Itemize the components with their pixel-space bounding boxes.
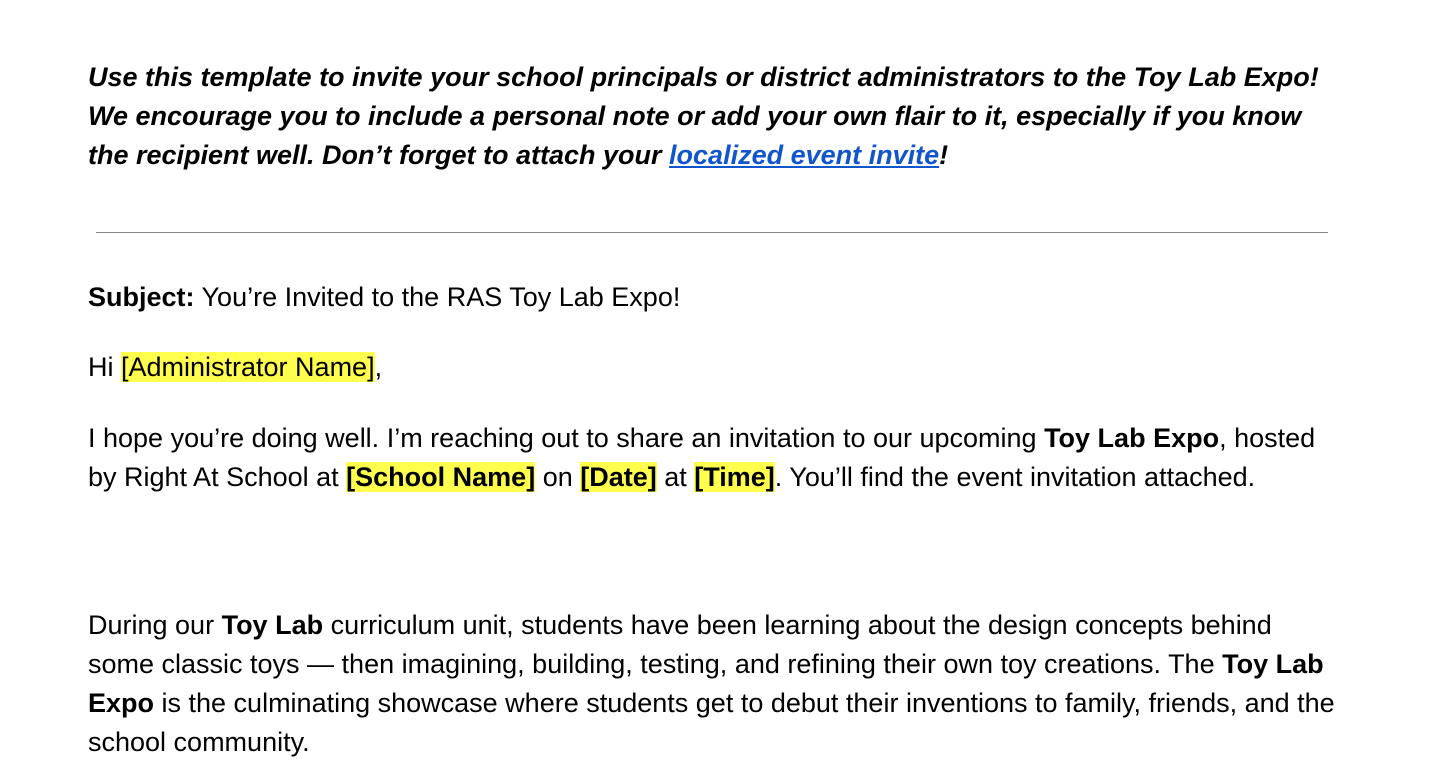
body1-text-4: at bbox=[656, 462, 695, 492]
greeting-prefix: Hi bbox=[88, 352, 121, 382]
invitation-paragraph bbox=[88, 419, 1338, 497]
body1-text-5: . You’ll find the event invitation attached. bbox=[774, 462, 1256, 492]
body2-text-3: is the culminating showcase where students get to debut their inventions to family, friends, and the school community. bbox=[88, 688, 1335, 757]
document-page bbox=[88, 58, 1348, 757]
toy-lab-expo-bold: Toy Lab Expo bbox=[1044, 423, 1220, 453]
body2-text-2: curriculum unit, students have been learning about the design concepts behind some classic toys — then imagining, building, testing, and refining their own toy creations. The bbox=[88, 610, 1272, 679]
localized-event-invite-link[interactable]: localized event invite bbox=[669, 140, 940, 170]
administrator-name-placeholder: [Administrator Name] bbox=[121, 352, 375, 382]
greeting-suffix: , bbox=[374, 352, 383, 382]
date-placeholder: [Date] bbox=[580, 462, 657, 492]
intro-end: ! bbox=[939, 140, 949, 170]
school-name-placeholder: [School Name] bbox=[346, 462, 536, 492]
template-instructions bbox=[88, 58, 1348, 175]
subject-text: You’re Invited to the RAS Toy Lab Expo! bbox=[194, 282, 681, 312]
body1-text-1: I hope you’re doing well. I’m reaching out to share an invitation to our upcoming bbox=[88, 423, 1045, 453]
curriculum-paragraph bbox=[88, 606, 1338, 762]
subject-label: Subject: bbox=[88, 282, 195, 312]
toy-lab-bold: Toy Lab bbox=[221, 610, 324, 640]
email-subject bbox=[88, 278, 1338, 317]
body2-text-1: During our bbox=[88, 610, 222, 640]
body1-text-2: , hosted by Right At School at bbox=[88, 423, 1316, 492]
toy-lab-expo-bold-2: Toy Lab Expo bbox=[88, 649, 1324, 718]
intro-text: Use this template to invite your school principals or district administrators to the Toy Lab Expo! We encourage you to include a personal note or add your own flair to it, especially if you know the recipient well. Don’t forget to attach your bbox=[88, 62, 1319, 170]
body1-text-3: on bbox=[535, 462, 581, 492]
email-greeting bbox=[88, 348, 1338, 387]
time-placeholder: [Time] bbox=[694, 462, 775, 492]
horizontal-divider bbox=[96, 232, 1328, 233]
